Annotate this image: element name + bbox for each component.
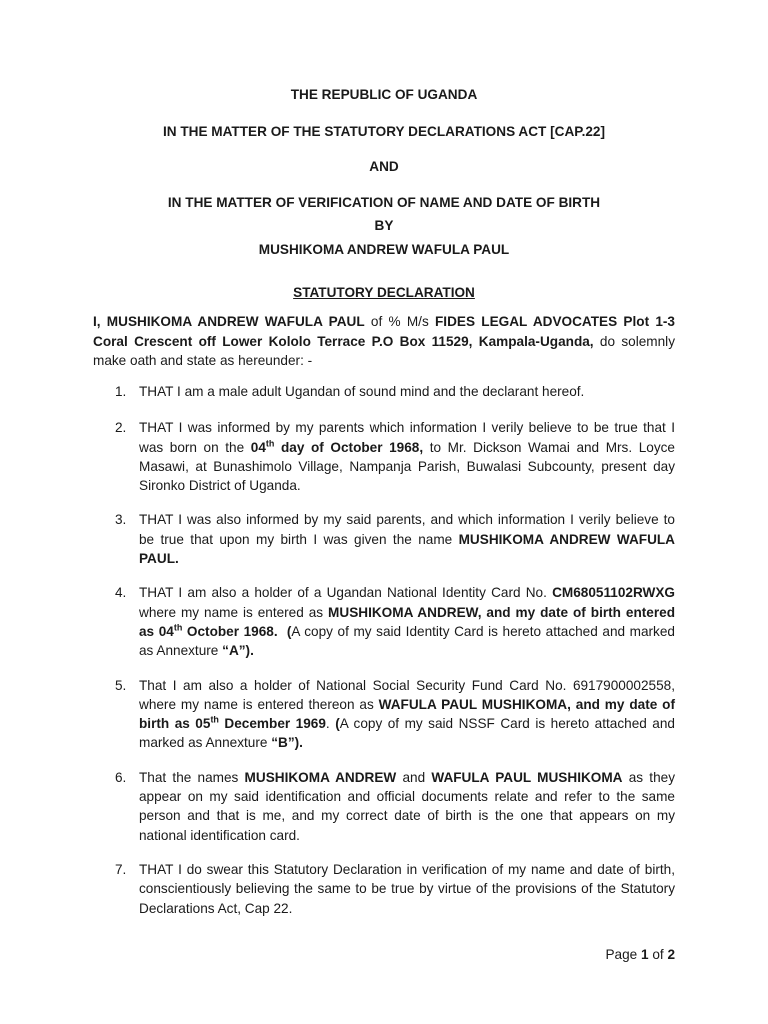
item-text: to Mr. Dickson Wamai and Mrs. Loyce Masawi, at Bunashimolo Village, Nampanja Parish, Buwalasi Subcounty, present day Sironko District of Uganda. bbox=[139, 439, 675, 494]
declaration-item bbox=[93, 418, 675, 495]
declaration-item bbox=[93, 382, 675, 401]
intro-of: of % M/s bbox=[364, 314, 435, 329]
intro-rest: do solemnly make oath and state as hereunder: - bbox=[93, 333, 675, 368]
item-text: A copy of my said NSSF Card is hereto attached and marked as Annexture bbox=[139, 716, 675, 751]
heading-and: AND bbox=[369, 159, 399, 174]
item-bold: “A”). bbox=[222, 643, 254, 659]
item-bold: MUSHIKOMA ANDREW bbox=[244, 769, 397, 785]
item-text: . bbox=[325, 716, 336, 732]
item-text: THAT I am also a holder of a Ugandan National Identity Card No. bbox=[139, 585, 553, 601]
footer-of-word: of bbox=[648, 947, 668, 962]
declaration-item bbox=[93, 768, 675, 845]
document-title: STATUTORY DECLARATION bbox=[293, 285, 475, 300]
item-bold: MUSHIKOMA ANDREW, and my date of birth entered as 04 bbox=[139, 604, 676, 639]
item-superscript: th bbox=[265, 438, 275, 449]
footer-page-total: 2 bbox=[667, 947, 675, 962]
item-text: That I am also a holder of National Social Security Fund Card No. 6917900002558, where my name is entered thereon as bbox=[139, 677, 675, 712]
item-text bbox=[278, 624, 287, 639]
item-text: THAT I was also informed by my said parents, and which information I verily believe to be true that upon my birth I was given the name bbox=[139, 512, 675, 547]
item-bold: day of October 1968, bbox=[274, 439, 424, 455]
item-text: THAT I do swear this Statutory Declaration in verification of my name and date of birth, conscientiously believing the same to be true by virtue of the provisions of the Statutory Declarations Act, Cap 22. bbox=[139, 861, 675, 916]
heading-republic: THE REPUBLIC OF UGANDA bbox=[290, 87, 478, 102]
footer-page-number: 1 bbox=[640, 947, 649, 962]
declaration-item bbox=[93, 676, 675, 753]
declaration-list bbox=[93, 382, 675, 918]
item-superscript: th bbox=[173, 622, 183, 633]
declaration-item bbox=[93, 510, 675, 568]
heading-by: BY bbox=[374, 218, 394, 233]
footer-page-word: Page bbox=[605, 947, 641, 962]
heading-matter-act: IN THE MATTER OF THE STATUTORY DECLARATIONS ACT [CAP.22] bbox=[162, 124, 606, 139]
item-number: 6. bbox=[115, 769, 127, 785]
item-number: 7. bbox=[115, 861, 127, 877]
heading-declarant-name: MUSHIKOMA ANDREW WAFULA PAUL bbox=[258, 242, 510, 257]
item-number: 5. bbox=[115, 677, 127, 693]
item-bold: October 1968. bbox=[182, 623, 278, 639]
item-text: THAT I was informed by my parents which information I verily believe to be true that I was born on the bbox=[139, 420, 675, 455]
item-bold: 04 bbox=[250, 439, 266, 455]
item-number: 4. bbox=[115, 585, 127, 601]
item-bold: WAFULA PAUL MUSHIKOMA, and my date of birth as 05 bbox=[139, 696, 675, 732]
item-text: That the names bbox=[139, 769, 245, 785]
item-text: A copy of my said Identity Card is hereto attached and marked as Annexture bbox=[139, 623, 675, 659]
item-number: 1. bbox=[115, 384, 127, 399]
item-bold: “B”). bbox=[271, 735, 303, 751]
item-text: as they appear on my said identification and official documents relate and refer to the same person and that is me, and my correct date of birth is the one that appears on my national identification card. bbox=[139, 769, 675, 843]
item-number: 2. bbox=[115, 420, 127, 436]
page-footer bbox=[605, 947, 675, 962]
item-bold: WAFULA PAUL MUSHIKOMA bbox=[431, 769, 623, 785]
item-number: 3. bbox=[115, 512, 127, 528]
intro-firm-address: FIDES LEGAL ADVOCATES Plot 1-3 Coral Crescent off Lower Kololo Terrace P.O Box 11529, Kampala-Uganda, bbox=[93, 314, 675, 349]
item-bold: ( bbox=[286, 623, 292, 639]
declaration-item bbox=[93, 860, 675, 918]
heading-matter-verification: IN THE MATTER OF VERIFICATION OF NAME AND DATE OF BIRTH bbox=[167, 195, 601, 210]
declaration-item bbox=[93, 583, 675, 660]
item-text: where my name is entered as bbox=[139, 604, 329, 620]
item-bold: CM68051102RWXG bbox=[552, 585, 675, 601]
intro-paragraph bbox=[93, 312, 675, 371]
item-text: THAT I am a male adult Ugandan of sound mind and the declarant hereof. bbox=[139, 384, 585, 399]
item-bold: December 1969 bbox=[218, 716, 326, 732]
item-bold: MUSHIKOMA ANDREW WAFULA PAUL. bbox=[139, 531, 676, 567]
item-superscript: th bbox=[210, 714, 219, 725]
item-bold: ( bbox=[335, 716, 340, 732]
item-text: and bbox=[396, 769, 432, 785]
intro-declarant-name: I, MUSHIKOMA ANDREW WAFULA PAUL bbox=[93, 314, 365, 329]
